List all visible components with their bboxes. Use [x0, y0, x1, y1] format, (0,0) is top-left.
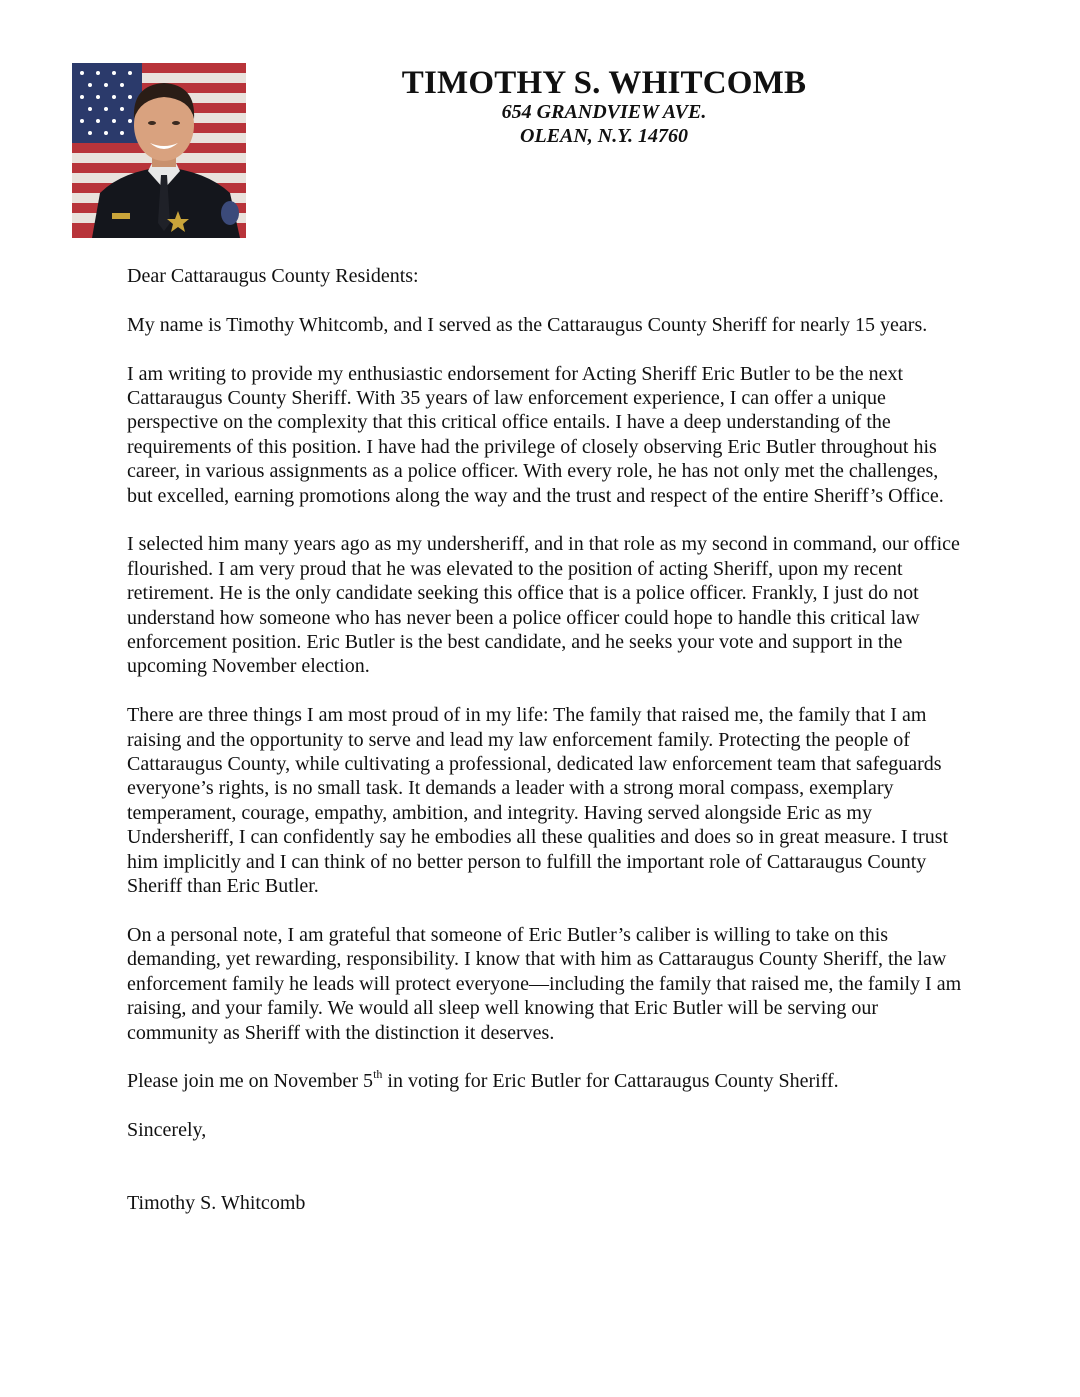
closing-line-before: Please join me on November 5	[127, 1070, 374, 1093]
valediction: Sincerely,	[127, 1119, 207, 1142]
paragraph-call-to-action	[127, 1066, 967, 1093]
paragraph-intro: My name is Timothy Whitcomb, and I served as the Cattaraugus County Sheriff for nearly 15 years.	[127, 313, 928, 336]
salutation: Dear Cattaraugus County Residents:	[127, 265, 419, 287]
paragraph-personal-note: On a personal note, I am grateful that someone of Eric Butler’s caliber is willing to take on this demanding, yet rewarding, responsibility. I know that with him as Cattaraugus County Sheriff, the law enforcement family he leads will protect everyone—including the family that raised me, the family I am raising, and your family. We would all sleep well knowing that Eric Butler will be serving our community as Sheriff with the distinction it deserves.	[127, 923, 962, 1044]
letterhead-city: OLEAN, N.Y. 14760	[520, 125, 688, 147]
letter-body	[127, 264, 967, 1240]
paragraph-endorsement: I am writing to provide my enthusiastic endorsement for Acting Sheriff Eric Butler to be the next Cattaraugus County Sheriff. With 35 years of law enforcement experience, I can offer a unique perspective on the complexity that this critical office entails. I have a deep understanding of the requirements of this position. I have had the privilege of closely observing Eric Butler throughout his career, in various assignments as a police officer. With every role, he has not only met the challenges, but excelled, earning promotions along the way and the trust and respect of the entire Sheriff’s Office.	[127, 362, 944, 507]
letterhead-street: 654 GRANDVIEW AVE.	[501, 101, 707, 123]
letterhead	[400, 66, 808, 148]
signature-name: Timothy S. Whitcomb	[127, 1192, 306, 1215]
paragraph-undersheriff: I selected him many years ago as my undersheriff, and in that role as my second in command, our office flourished. I am very proud that he was elevated to the position of acting Sheriff, upon my recent retirement. He is the only candidate seeking this office that is a police officer. Frankly, I just do not understand how someone who has never been a police officer could hope to handle this critical law enforcement position. Eric Butler is the best candidate, and he seeks your vote and support in the upcoming November election.	[127, 533, 960, 678]
letterhead-name: TIMOTHY S. WHITCOMB	[401, 65, 807, 101]
ordinal-suffix: th	[373, 1066, 383, 1081]
closing-line-after: in voting for Eric Butler for Cattaraugus County Sheriff.	[382, 1070, 839, 1093]
portrait-photo	[72, 63, 246, 238]
paragraph-family: There are three things I am most proud of in my life: The family that raised me, the family that I am raising and the opportunity to serve and lead my law enforcement family. Protecting the people of Cattaraugus County, while cultivating a professional, dedicated law enforcement team that safeguards everyone’s rights, is no small task. It demands a leader with a strong moral compass, exemplary temperament, courage, empathy, ambition, and integrity. Having served alongside Eric as my Undersheriff, I can confidently say he embodies all these qualities and does so in great measure. I trust him implicitly and I can think of no better person to fulfill the important role of Cattaraugus County Sheriff than Eric Butler.	[127, 704, 949, 898]
